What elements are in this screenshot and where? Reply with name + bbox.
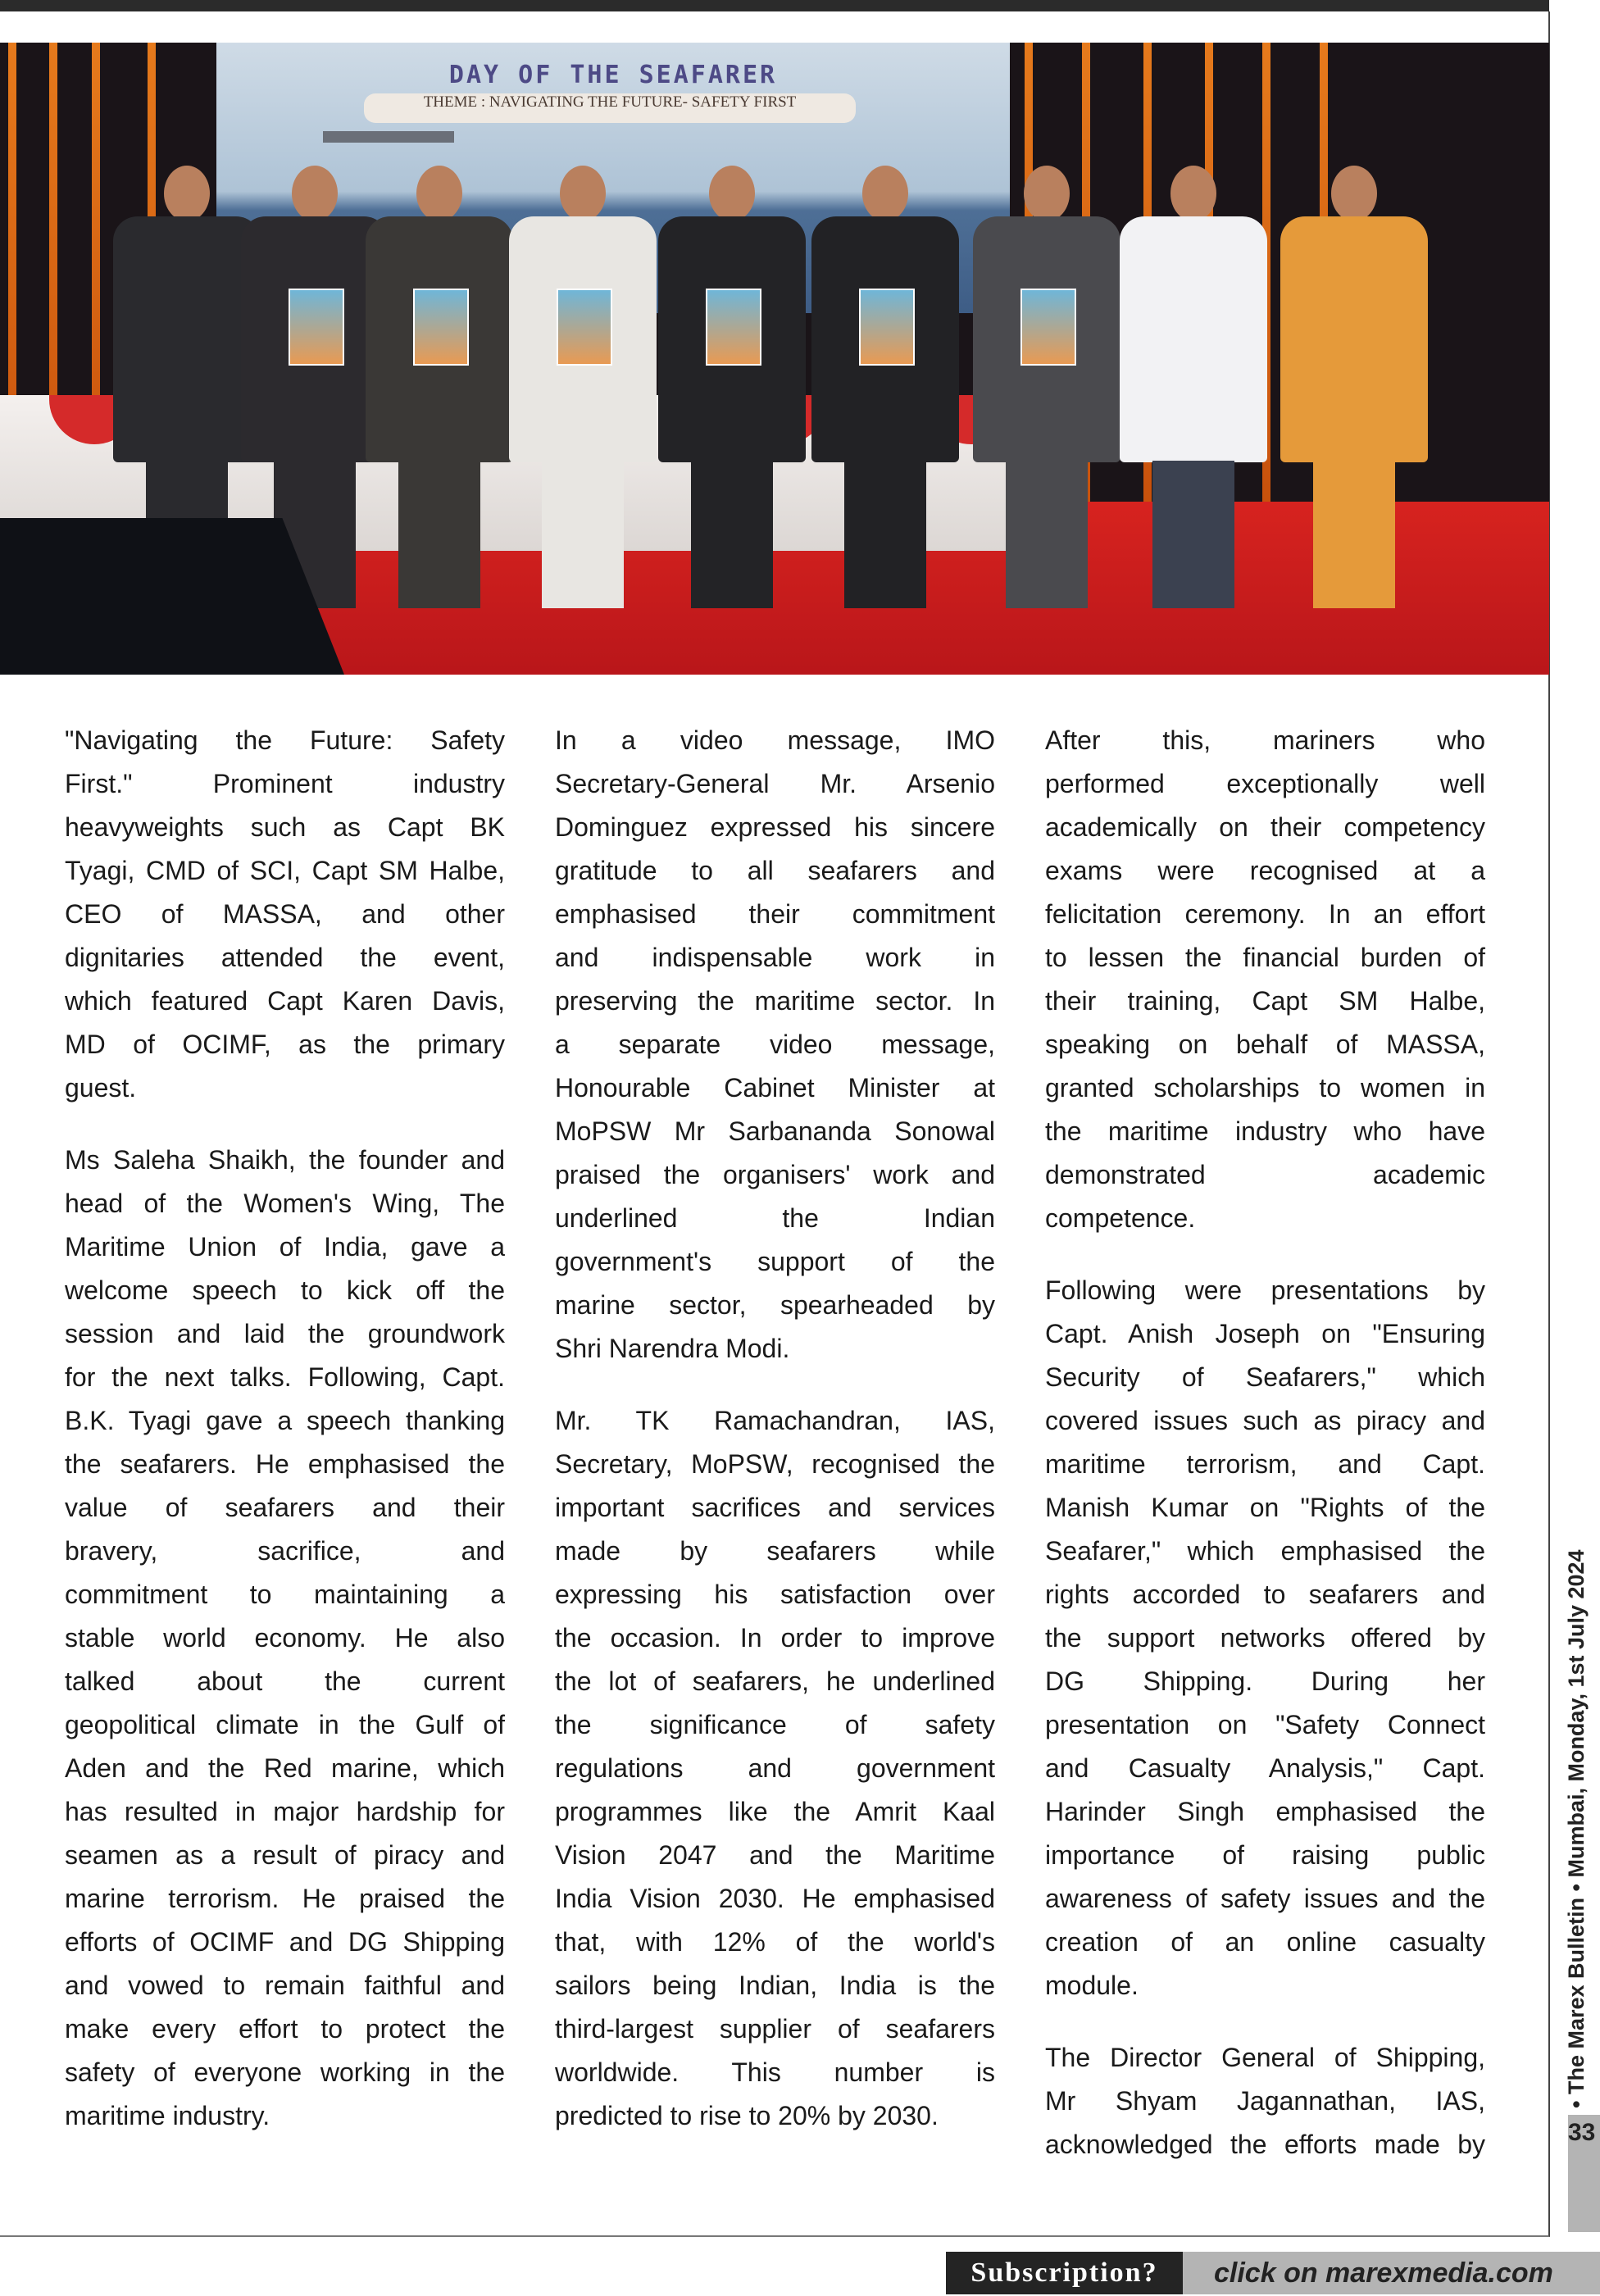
- event-photo: [0, 43, 1549, 675]
- article-column-3: [1045, 719, 1485, 2195]
- top-rule: [0, 0, 1549, 11]
- magazine-copy: [289, 289, 344, 366]
- text-line: rights accorded to seafarers and: [1045, 1580, 1485, 1609]
- text-line: module.: [1045, 1971, 1139, 2000]
- magazine-copy: [1020, 289, 1076, 366]
- text-line: expressing his satisfaction over: [555, 1580, 995, 1609]
- text-line: acknowledged the efforts made by: [1045, 2130, 1485, 2159]
- text-line: B.K. Tyagi gave a speech thanking: [65, 1406, 505, 1435]
- person-figure: [1120, 166, 1267, 625]
- text-line: exams were recognised at a: [1045, 856, 1485, 885]
- text-line: Harinder Singh emphasised the: [1045, 1797, 1485, 1826]
- paragraph: [65, 719, 505, 1110]
- text-line: heavyweights such as Capt BK: [65, 812, 505, 842]
- text-line: Security of Seafarers," which: [1045, 1362, 1485, 1392]
- banner-title: DAY OF THE SEAFARER: [448, 61, 778, 89]
- text-line: Manish Kumar on "Rights of the: [1045, 1493, 1485, 1522]
- text-line: "Navigating the Future: Safety: [65, 725, 505, 755]
- text-line: felicitation ceremony. In an effort: [1045, 899, 1485, 929]
- person-figure: [1280, 166, 1428, 625]
- text-line: Secretary-General Mr. Arsenio: [555, 769, 995, 798]
- text-line: praised the organisers' work and: [555, 1160, 995, 1189]
- person-figure: [811, 166, 959, 625]
- text-line: DG Shipping. During her: [1045, 1666, 1485, 1696]
- banner-theme: THEME : NAVIGATING THE FUTURE- SAFETY FIRST: [364, 93, 856, 123]
- text-line: academically on their competency: [1045, 812, 1485, 842]
- text-line: Ms Saleha Shaikh, the founder and: [65, 1145, 505, 1175]
- paragraph: [1045, 1269, 1485, 2007]
- magazine-copy: [557, 289, 612, 366]
- text-line: make every effort to protect the: [65, 2014, 505, 2044]
- text-line: competence.: [1045, 1203, 1196, 1233]
- text-line: maritime terrorism, and Capt.: [1045, 1449, 1485, 1479]
- text-line: a separate video message,: [555, 1030, 995, 1059]
- text-line: Tyagi, CMD of SCI, Capt SM Halbe,: [65, 856, 505, 885]
- text-line: third-largest supplier of seafarers: [555, 2014, 995, 2044]
- text-line: the lot of seafarers, he underlined: [555, 1666, 995, 1696]
- text-line: MoPSW Mr Sarbananda Sonowal: [555, 1116, 995, 1146]
- magazine-copy: [706, 289, 761, 366]
- text-line: talked about the current: [65, 1666, 505, 1696]
- text-line: speaking on behalf of MASSA,: [1045, 1030, 1485, 1059]
- text-line: and Casualty Analysis," Capt.: [1045, 1753, 1485, 1783]
- text-line: marine terrorism. He praised the: [65, 1884, 505, 1913]
- text-line: Honourable Cabinet Minister at: [555, 1073, 995, 1103]
- text-line: seamen as a result of piracy and: [65, 1840, 505, 1870]
- text-line: creation of an online casualty: [1045, 1927, 1485, 1957]
- text-line: commitment to maintaining a: [65, 1580, 505, 1609]
- paragraph: [555, 1399, 995, 2138]
- text-line: has resulted in major hardship for: [65, 1797, 505, 1826]
- text-line: regulations and government: [555, 1753, 995, 1783]
- text-line: Mr. TK Ramachandran, IAS,: [555, 1406, 995, 1435]
- text-line: MD of OCIMF, as the primary: [65, 1030, 505, 1059]
- paragraph: [1045, 2036, 1485, 2166]
- text-line: and indispensable work in: [555, 943, 995, 972]
- text-line: government's support of the: [555, 1247, 995, 1276]
- subscription-label: Subscription?: [946, 2252, 1183, 2294]
- text-line: Seafarer," which emphasised the: [1045, 1536, 1485, 1566]
- text-line: stable world economy. He also: [65, 1623, 505, 1653]
- text-line: presentation on "Safety Connect: [1045, 1710, 1485, 1739]
- text-line: safety of everyone working in the: [65, 2057, 505, 2087]
- text-line: India Vision 2030. He emphasised: [555, 1884, 995, 1913]
- text-line: Mr Shyam Jagannathan, IAS,: [1045, 2086, 1485, 2116]
- paragraph: [1045, 719, 1485, 1240]
- text-line: that, with 12% of the world's: [555, 1927, 995, 1957]
- text-line: The Director General of Shipping,: [1045, 2043, 1485, 2072]
- text-line: Dominguez expressed his sincere: [555, 812, 995, 842]
- text-line: Following were presentations by: [1045, 1275, 1485, 1305]
- person-figure: [366, 166, 513, 625]
- text-line: sailors being Indian, India is the: [555, 1971, 995, 2000]
- text-line: Capt. Anish Joseph on "Ensuring: [1045, 1319, 1485, 1348]
- article-column-1: [65, 719, 505, 2166]
- person-figure: [658, 166, 806, 625]
- text-line: CEO of MASSA, and other: [65, 899, 505, 929]
- text-line: the occasion. In order to improve: [555, 1623, 995, 1653]
- magazine-copy: [859, 289, 915, 366]
- text-line: granted scholarships to women in: [1045, 1073, 1485, 1103]
- text-line: important sacrifices and services: [555, 1493, 995, 1522]
- text-line: made by seafarers while: [555, 1536, 995, 1566]
- text-line: Maritime Union of India, gave a: [65, 1232, 505, 1262]
- text-line: geopolitical climate in the Gulf of: [65, 1710, 505, 1739]
- text-line: awareness of safety issues and the: [1045, 1884, 1485, 1913]
- text-line: guest.: [65, 1073, 137, 1103]
- text-line: programmes like the Amrit Kaal: [555, 1797, 995, 1826]
- running-head: • The Marex Bulletin • Mumbai, Monday, 1st July 2024: [1564, 1549, 1589, 2108]
- text-line: Secretary, MoPSW, recognised the: [555, 1449, 995, 1479]
- text-line: marine sector, spearheaded by: [555, 1290, 995, 1320]
- subscription-link[interactable]: click on marexmedia.com: [1183, 2252, 1600, 2294]
- text-line: and vowed to remain faithful and: [65, 1971, 505, 2000]
- page-number: 33: [1568, 2119, 1596, 2146]
- text-line: Shri Narendra Modi.: [555, 1334, 790, 1363]
- paragraph: [555, 719, 995, 1371]
- text-line: for the next talks. Following, Capt.: [65, 1362, 505, 1392]
- text-line: efforts of OCIMF and DG Shipping: [65, 1927, 505, 1957]
- text-line: In a video message, IMO: [555, 725, 995, 755]
- text-line: welcome speech to kick off the: [65, 1275, 505, 1305]
- text-line: worldwide. This number is: [555, 2057, 995, 2087]
- text-line: maritime industry.: [65, 2101, 270, 2130]
- text-line: the support networks offered by: [1045, 1623, 1485, 1653]
- text-line: their training, Capt SM Halbe,: [1045, 986, 1485, 1016]
- text-line: bravery, sacrifice, and: [65, 1536, 505, 1566]
- text-line: head of the Women's Wing, The: [65, 1189, 505, 1218]
- text-line: the significance of safety: [555, 1710, 995, 1739]
- text-line: value of seafarers and their: [65, 1493, 505, 1522]
- text-line: predicted to rise to 20% by 2030.: [555, 2101, 939, 2130]
- text-line: Vision 2047 and the Maritime: [555, 1840, 995, 1870]
- text-line: underlined the Indian: [555, 1203, 995, 1233]
- text-line: dignitaries attended the event,: [65, 943, 505, 972]
- text-line: to lessen the financial burden of: [1045, 943, 1485, 972]
- text-line: which featured Capt Karen Davis,: [65, 986, 505, 1016]
- text-line: session and laid the groundwork: [65, 1319, 505, 1348]
- paragraph: [65, 1139, 505, 2138]
- text-line: After this, mariners who: [1045, 725, 1485, 755]
- text-line: demonstrated academic: [1045, 1160, 1485, 1189]
- text-line: preserving the maritime sector. In: [555, 986, 995, 1016]
- text-line: covered issues such as piracy and: [1045, 1406, 1485, 1435]
- magazine-copy: [413, 289, 469, 366]
- text-line: gratitude to all seafarers and: [555, 856, 995, 885]
- article-column-2: [555, 719, 995, 2166]
- text-line: First." Prominent industry: [65, 769, 505, 798]
- person-figure: [509, 166, 657, 625]
- text-line: Aden and the Red marine, which: [65, 1753, 505, 1783]
- text-line: the maritime industry who have: [1045, 1116, 1485, 1146]
- text-line: emphasised their commitment: [555, 899, 995, 929]
- text-line: performed exceptionally well: [1045, 769, 1485, 798]
- text-line: the seafarers. He emphasised the: [65, 1449, 505, 1479]
- ship-graphic: [323, 131, 454, 143]
- person-figure: [973, 166, 1120, 625]
- text-line: importance of raising public: [1045, 1840, 1485, 1870]
